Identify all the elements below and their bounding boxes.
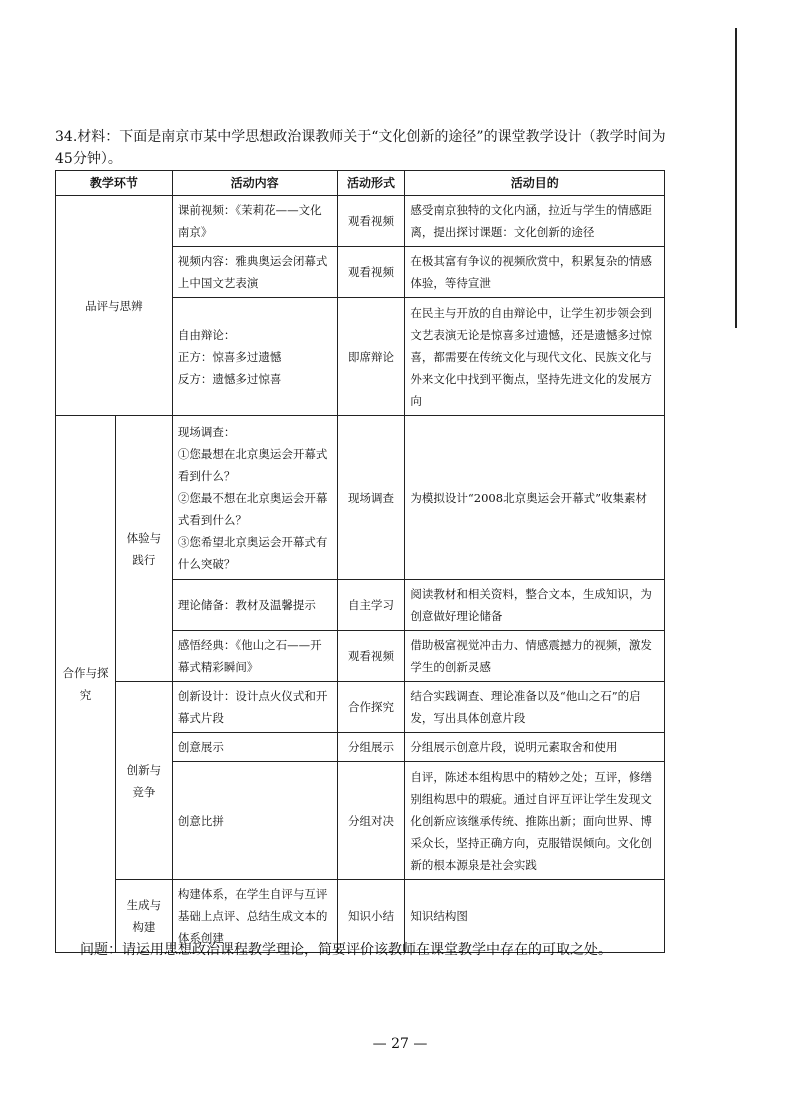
stage-cooperate-explore: 合作与探究 (56, 416, 116, 953)
substage-experience-practice: 体验与践行 (115, 416, 172, 682)
question-intro: 34.材料：下面是南京市某中学思想政治课教师关于“文化创新的途径”的课堂教学设计（教学时间为45分钟）。 (55, 129, 666, 167)
row-form: 知识小结 (337, 880, 405, 953)
table-row (56, 682, 665, 733)
row-form: 观看视频 (337, 631, 405, 682)
table-header-row (56, 171, 665, 196)
substage-innovate-compete: 创新与竞争 (115, 682, 172, 880)
row-purpose: 感受南京独特的文化内涵，拉近与学生的情感距离，提出探讨课题：文化创新的途径 (405, 196, 665, 247)
row-content: 构建体系，在学生自评与互评基础上点评、总结生成文本的体系创建 (172, 880, 337, 953)
row-content: 视频内容：雅典奥运会闭幕式上中国文艺表演 (172, 247, 337, 298)
header-purpose: 活动目的 (405, 171, 665, 196)
table-row (56, 416, 665, 580)
row-purpose: 分组展示创意片段，说明元素取舍和使用 (405, 733, 665, 762)
row-form: 现场调查 (337, 416, 405, 580)
row-purpose: 借助极富视觉冲击力、情感震撼力的视频，激发学生的创新灵感 (405, 631, 665, 682)
row-content: 课前视频：《茉莉花——文化南京》 (172, 196, 337, 247)
row-purpose: 自评，陈述本组构思中的精妙之处；互评，修缮别组构思中的瑕疵。通过自评互评让学生发现文化创新应该继承传统、推陈出新；面向世界、博采众长，坚持正确方向，克服错误倾向。文化创新的根本源泉是社会实践 (405, 762, 665, 880)
row-form: 即席辩论 (337, 298, 405, 416)
row-content: 感悟经典：《他山之石——开幕式精彩瞬间》 (172, 631, 337, 682)
row-form: 合作探究 (337, 682, 405, 733)
row-purpose: 为模拟设计“2008北京奥运会开幕式”收集素材 (405, 416, 665, 580)
question-prompt: 问题：请运用思想政治课程教学理论，简要评价该教师在课堂教学中存在的可取之处。 (80, 942, 612, 958)
row-content: 现场调查： ①您最想在北京奥运会开幕式看到什么？ ②您最不想在北京奥运会开幕式看到什么？ ③您希望北京奥运会开幕式有什么突破？ (172, 416, 337, 580)
scan-margin-line (735, 28, 737, 328)
table-row (56, 196, 665, 247)
row-form: 分组展示 (337, 733, 405, 762)
row-form: 分组对决 (337, 762, 405, 880)
lesson-design-table (55, 170, 665, 953)
row-form: 观看视频 (337, 247, 405, 298)
header-form: 活动形式 (337, 171, 405, 196)
row-content: 创意比拼 (172, 762, 337, 880)
header-content: 活动内容 (172, 171, 337, 196)
substage-generate-build: 生成与构建 (115, 880, 172, 953)
stage-evaluate-debate: 品评与思辨 (56, 196, 173, 416)
row-content: 创意展示 (172, 733, 337, 762)
row-purpose: 知识结构图 (405, 880, 665, 953)
row-content: 理论储备：教材及温馨提示 (172, 580, 337, 631)
page-number: — 27 — (372, 1036, 428, 1052)
row-content: 自由辩论： 正方：惊喜多过遗憾 反方：遗憾多过惊喜 (172, 298, 337, 416)
row-form: 自主学习 (337, 580, 405, 631)
row-content: 创新设计：设计点火仪式和开幕式片段 (172, 682, 337, 733)
row-purpose: 阅读教材和相关资料，整合文本，生成知识，为创意做好理论储备 (405, 580, 665, 631)
row-purpose: 结合实践调查、理论准备以及“他山之石”的启发，写出具体创意片段 (405, 682, 665, 733)
header-stage: 教学环节 (56, 171, 173, 196)
row-purpose: 在极其富有争议的视频欣赏中，积累复杂的情感体验，等待宣泄 (405, 247, 665, 298)
row-purpose: 在民主与开放的自由辩论中，让学生初步领会到文艺表演无论是惊喜多过遗憾，还是遗憾多过惊喜，都需要在传统文化与现代文化、民族文化与外来文化中找到平衡点，坚持先进文化的发展方向 (405, 298, 665, 416)
row-form: 观看视频 (337, 196, 405, 247)
